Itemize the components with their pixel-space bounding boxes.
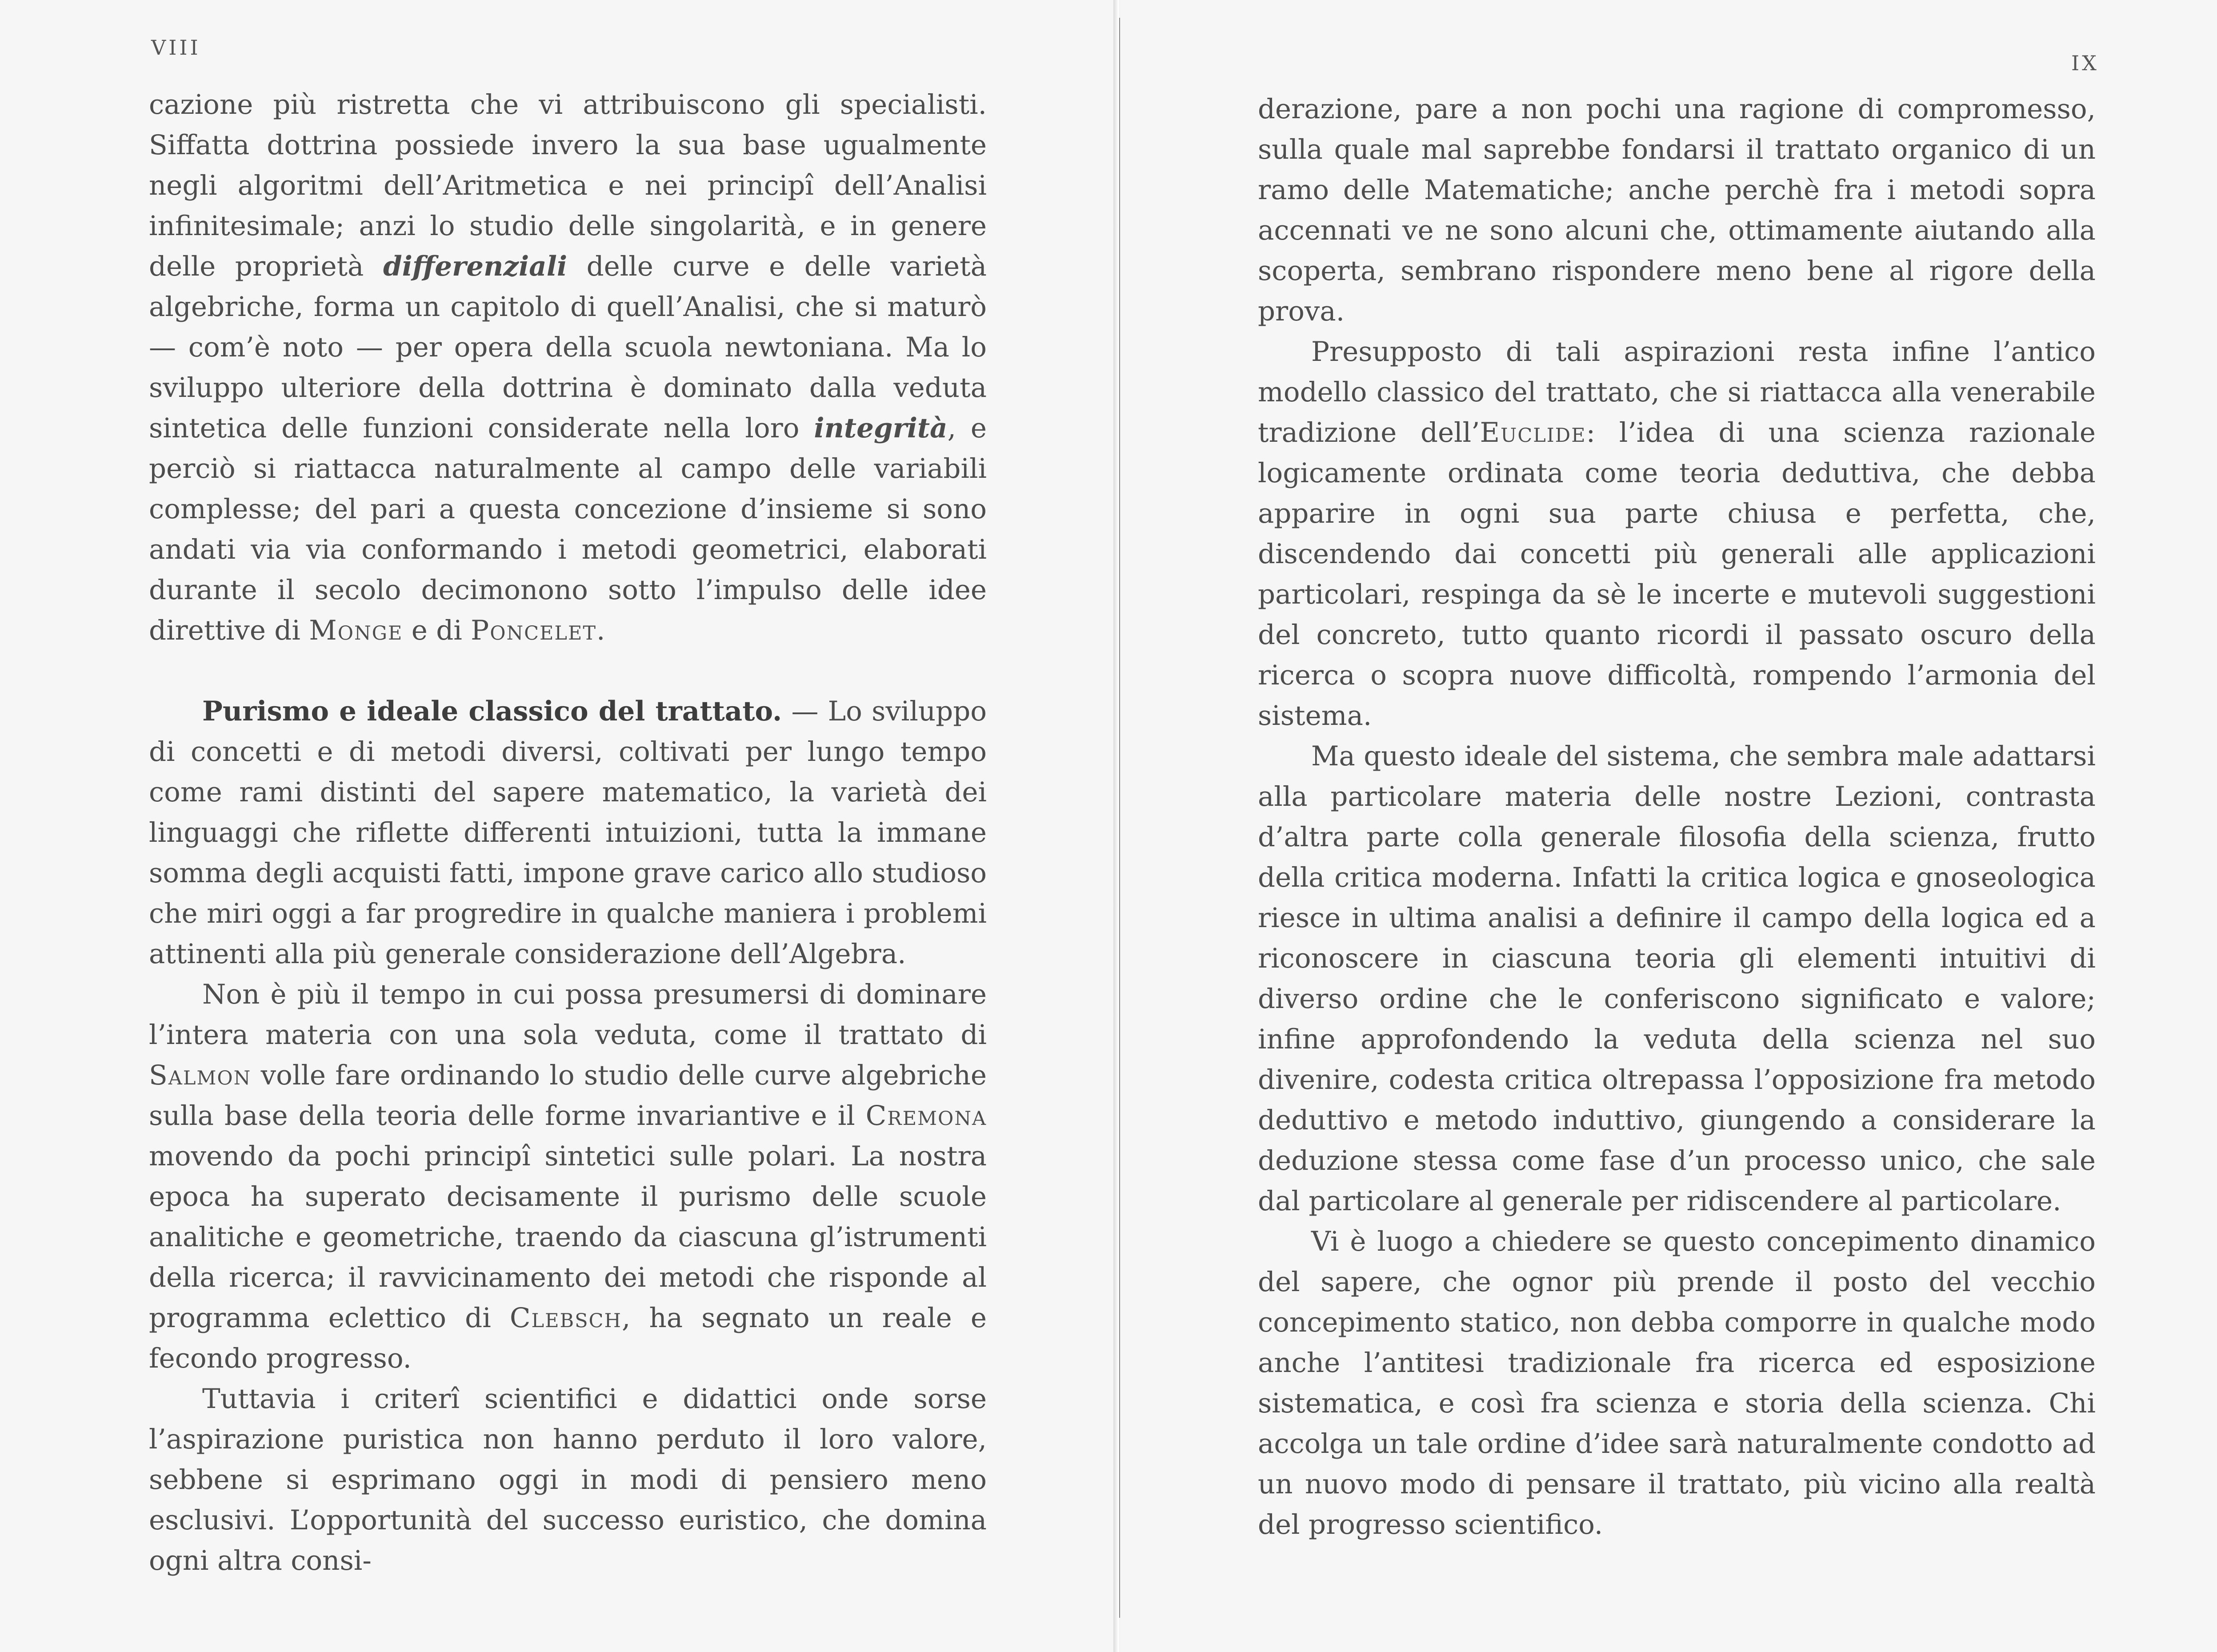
- right-page-text: [1258, 89, 2096, 1545]
- paragraph: Ma questo ideale del sistema, che sembra male adattarsi alla particolare materia delle nostre Lezioni, contrasta d’altra parte colla generale filosofia della scienza, frutto della critica moderna. Infatti la critica logica e gnoseologica riesce in ultima analisi a definire il campo della logica ed a riconoscere in ciascuna teoria gli elementi intuitivi di diverso ordine che le conferiscono significato e valore; infine approfondendo la veduta della scienza nel suo divenire, codesta critica oltrepassa l’opposizione fra metodo deduttivo e metodo induttivo, giungendo a considerare la deduzione stessa come fase d’un processo unico, che sale dal particolare al generale per ridiscendere al particolare.: [1258, 740, 2096, 1217]
- paragraph: Vi è luogo a chiedere se questo concepimento dinamico del sapere, che ognor più prende il posto del vecchio concepimento statico, non debba comporre in qualche modo anche l’antitesi tradizionale fra ricerca ed esposizione sistematica, e così fra scienza e storia della scienza. Chi accolga un tale ordine d’idee sarà naturalmente condotto ad un nuovo modo di pensare il trattato, più vicino alla realtà del progresso scientifico.: [1258, 1226, 2096, 1540]
- right-page: [1120, 0, 2217, 1652]
- paragraph: derazione, pare a non pochi una ragione di compromesso, sulla quale mal saprebbe fondarsi il trattato organico di un ramo delle Matematiche; anche perchè fra i metodi sopra accennati ve ne sono alcuni che, ottimamente aiutando alla scoperta, sembrano rispondere meno bene al rigore della prova.: [1258, 93, 2096, 327]
- page-number-left: VIII: [151, 36, 201, 60]
- section-heading: Purismo e ideale classico del trattato.: [202, 696, 782, 727]
- paragraph: Presupposto di tali aspirazioni resta infine l’antico modello classico del trattato, che si riattacca alla venerabile tradizione dell’Euclide: l’idea di una scienza razionale logicamente ordinata come teoria deduttiva, che debba apparire in ogni sua parte chiusa e perfetta, che, discendendo dai concetti più generali alle applicazioni particolari, respinga da sè le incerte e mutevoli suggestioni del concreto, tutto quanto ricordi il passato oscuro della ricerca o scopra nuove difficoltà, rompendo l’armonia del sistema.: [1258, 336, 2096, 732]
- page-number-right: IX: [2071, 51, 2099, 75]
- paragraph: Non è più il tempo in cui possa presumersi di dominare l’intera materia con una sola veduta, come il trattato di Salmon volle fare ordinando lo studio delle curve algebriche sulla base della teoria delle forme invariantive e il Cremona movendo da pochi principî sintetici sulle polari. La nostra epoca ha superato decisamente il purismo delle scuole analitiche e geometriche, traendo da ciascuna gl’istrumenti della ricerca; il ravvicinamento dei metodi che risponde al programma eclettico di Clebsch, ha segnato un reale e fecondo progresso.: [149, 979, 987, 1374]
- paragraph: cazione più ristretta che vi attribuiscono gli specialisti. Siffatta dottrina possiede invero la sua base ugualmente negli algoritmi dell’Aritmetica e nei principî dell’Analisi infinitesimale; anzi lo studio delle singolarità, e in genere delle proprietà differenziali delle curve e delle varietà algebriche, forma un capitolo di quell’Analisi, che si maturò — com’è noto — per opera della scuola newtoniana. Ma lo sviluppo ulteriore della dottrina è dominato dalla veduta sintetica delle funzioni considerate nella loro integrità, e perciò si riattacca naturalmente al campo delle variabili complesse; del pari a questa concezione d’insieme si sono andati via via conformando i metodi geometrici, elaborati durante il secolo decimonono sotto l’impulso delle idee direttive di Monge e di Poncelet.: [149, 89, 987, 646]
- left-page-text: [149, 84, 987, 1581]
- section-paragraph: Purismo e ideale classico del trattato. — Lo sviluppo di concetti e di metodi diversi, coltivati per lungo tempo come rami distinti del sapere matematico, la varietà dei linguaggi che riflette differenti intuizioni, tutta la immane somma degli acquisti fatti, impone grave carico allo studioso che miri oggi a far progredire in qualche maniera i problemi attinenti alla più generale considerazione dell’Algebra.: [149, 696, 987, 970]
- paragraph: Tuttavia i criterî scientifici e didattici onde sorse l’aspirazione puristica non hanno perduto il loro valore, sebbene si esprimano oggi in modi di pensiero meno esclusivi. L’opportunità del successo euristico, che domina ogni altra consi-: [149, 1383, 987, 1576]
